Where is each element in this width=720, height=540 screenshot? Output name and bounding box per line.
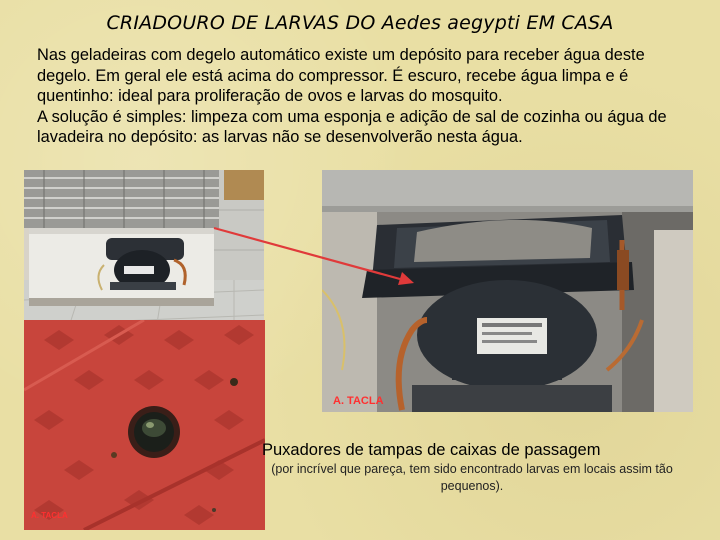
photo-watermark: A. TACLA (31, 511, 68, 520)
box-lid-photo (24, 320, 265, 530)
photo-watermark: A. TACLA (333, 395, 384, 407)
compressor-closeup-photo (322, 170, 693, 412)
paragraph-drip-tray: Nas geladeiras com degelo automático existe um depósito para receber água deste degelo. Em geral ele está acima do compressor. É escuro, recebe água limpa e é quentinho: ideal para proliferação de ovos e larvas do mosquito. (37, 46, 645, 105)
body-text (37, 45, 697, 148)
caption-subtitle: (por incrível que pareça, tem sido encontrado larvas em locais assim tão pequenos). (271, 462, 673, 493)
fridge-back-photo (24, 170, 264, 342)
caption-title: Puxadores de tampas de caixas de passagem (262, 441, 601, 459)
paragraph-solution: A solução é simples: limpeza com uma esponja e adição de sal de cozinha ou água de lavadeira no depósito: as larvas não se desenvolverão nesta água. (37, 107, 667, 146)
slide-title: CRIADOURO DE LARVAS DO Aedes aegypti EM CASA (106, 12, 614, 34)
